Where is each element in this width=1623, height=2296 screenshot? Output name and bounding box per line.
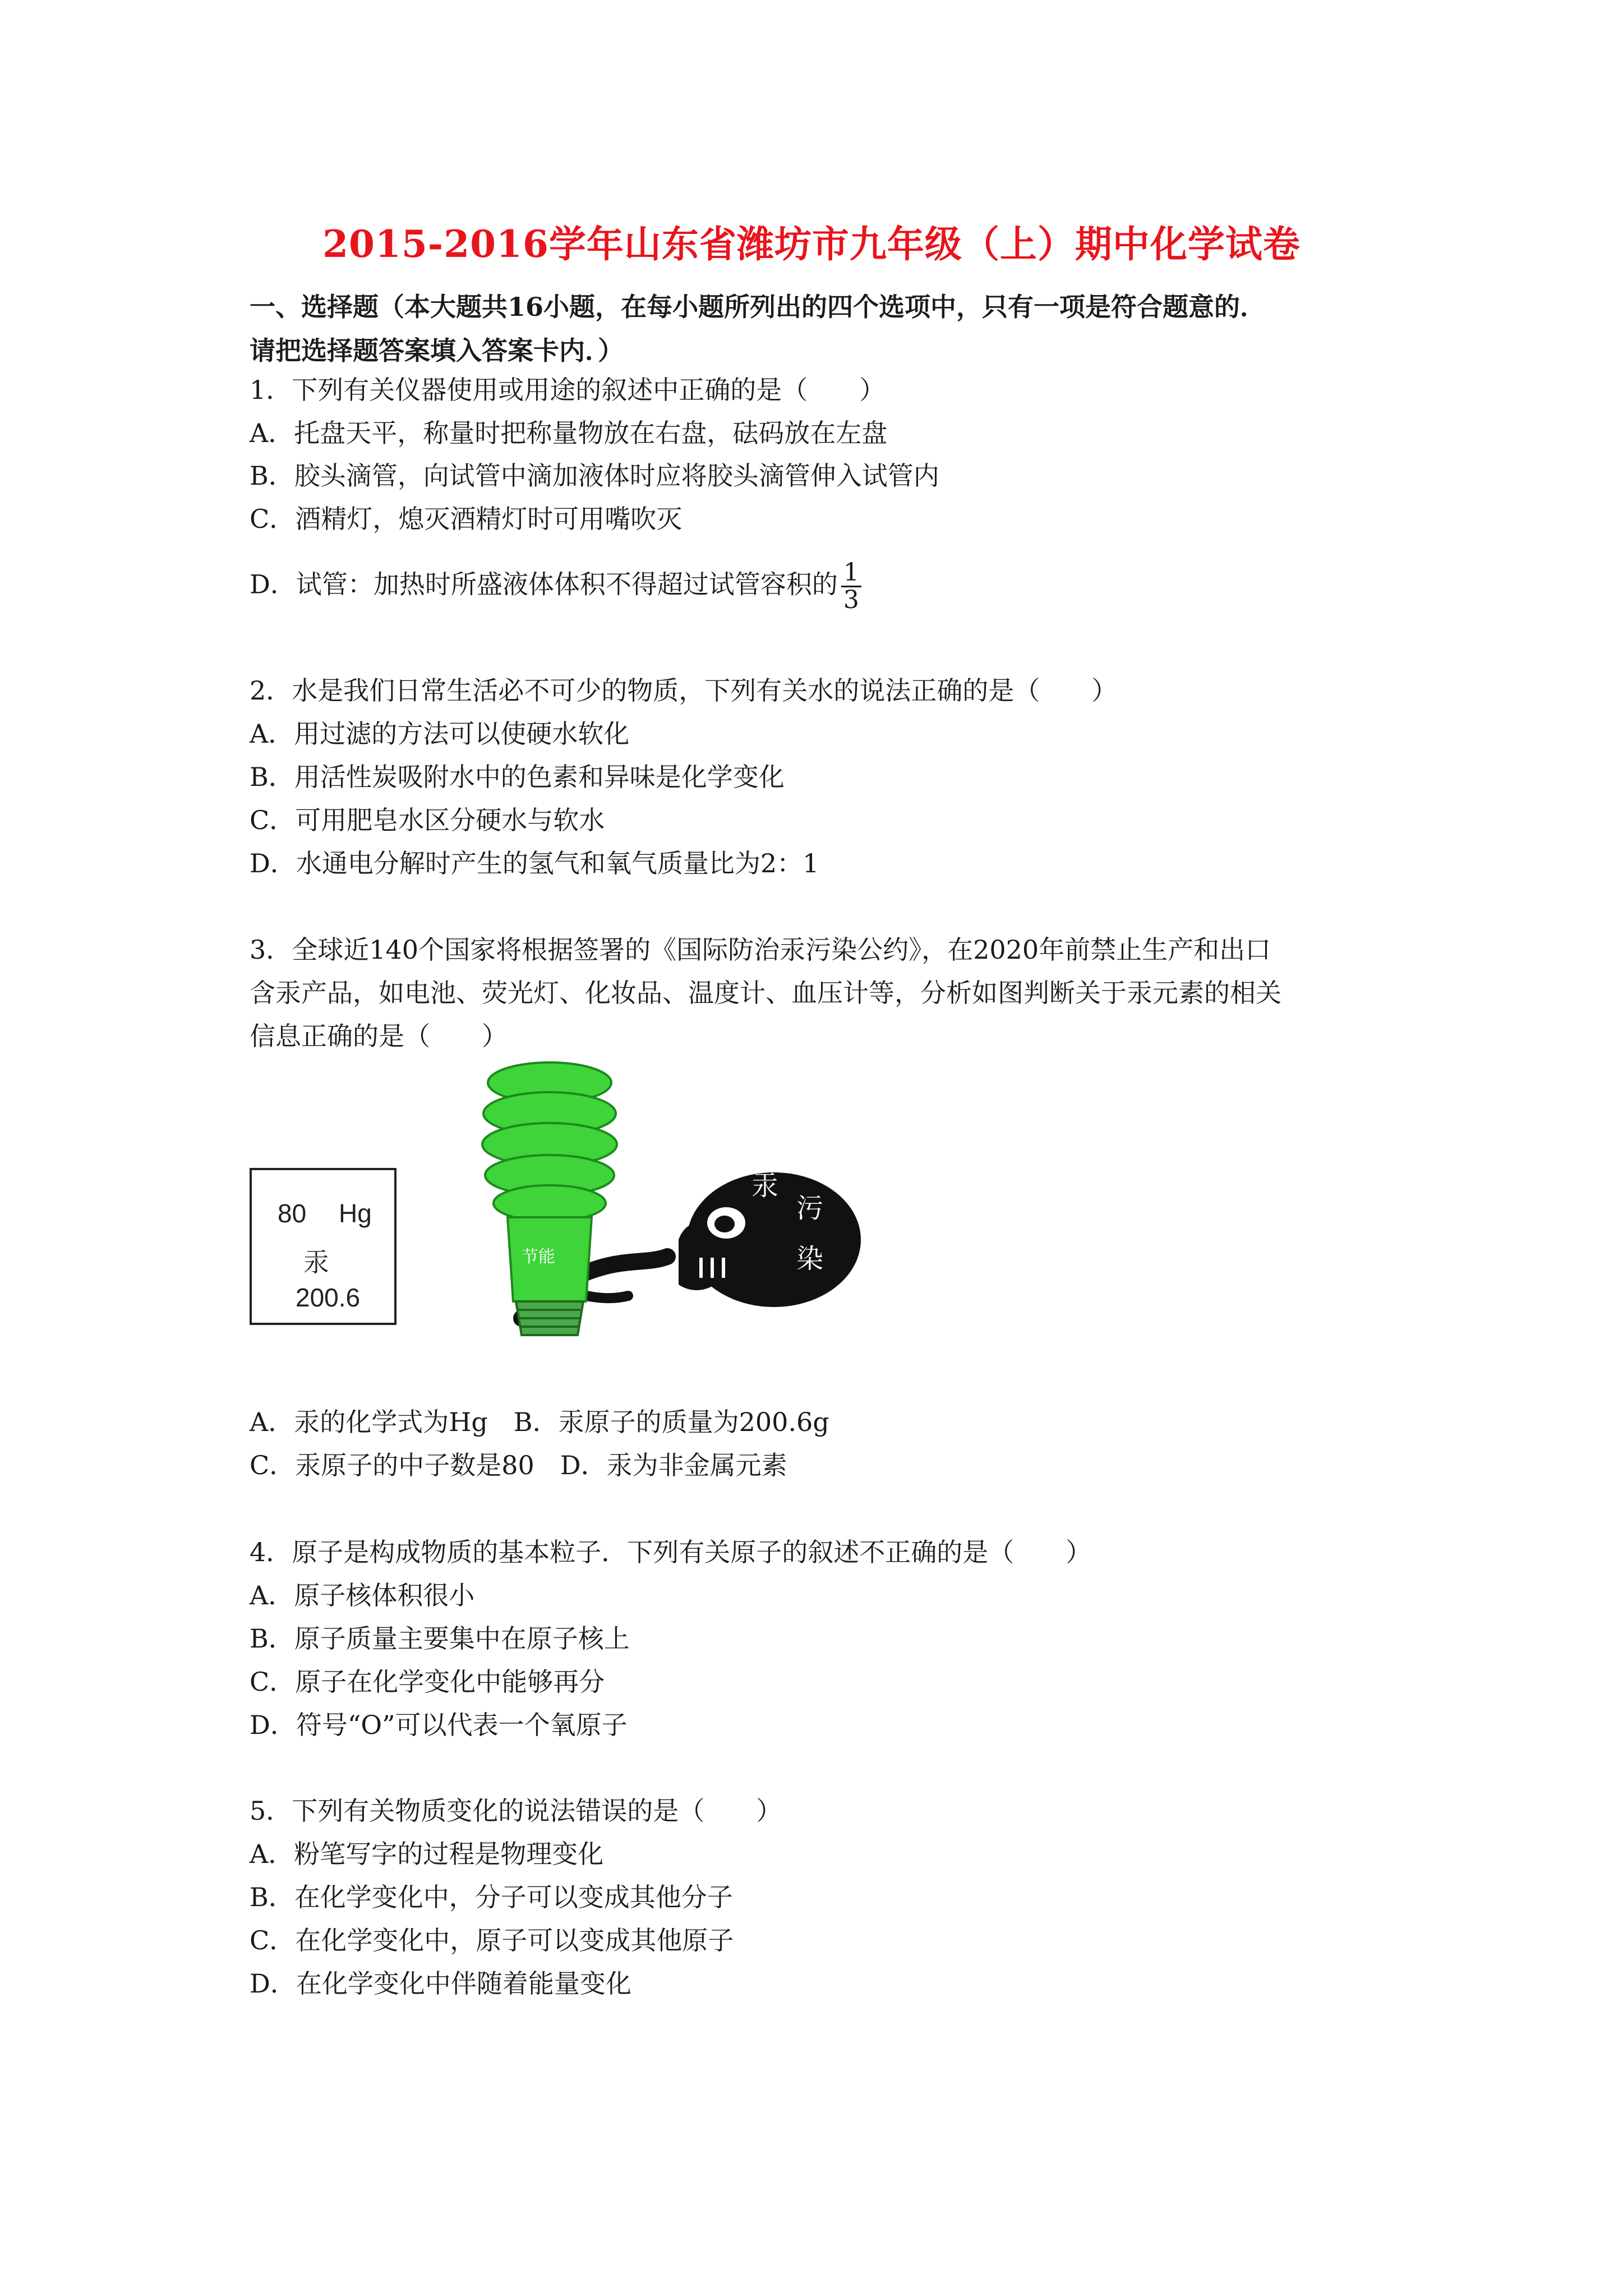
q2-option-a: A．用过滤的方法可以使硬水软化 <box>250 719 630 749</box>
q1-option-a: A．托盘天平，称量时把称量物放在右盘，砝码放在左盘 <box>250 418 888 448</box>
section-heading-line2: 请把选择题答案填入答案卡内．） <box>250 335 624 366</box>
q3-stem-line2: 含汞产品，如电池、荧光灯、化妆品、温度计、血压计等，分析如图判断关于汞元素的相关 <box>250 978 1281 1008</box>
q5-option-c: C．在化学变化中，原子可以变成其他原子 <box>250 1925 734 1955</box>
q4-option-b: B．原子质量主要集中在原子核上 <box>250 1623 630 1654</box>
skull-text-2: 污 <box>796 1193 824 1224</box>
fraction-numerator: 1 <box>841 560 861 587</box>
q2-option-d: D．水通电分解时产生的氢气和氧气质量比为2：1 <box>250 848 819 878</box>
q1-option-d <box>250 560 861 613</box>
element-symbol: Hg <box>339 1199 372 1228</box>
q2-option-b: B．用活性炭吸附水中的色素和异味是化学变化 <box>250 762 785 792</box>
q4-option-c: C．原子在化学变化中能够再分 <box>250 1667 605 1697</box>
section-heading <box>250 285 1399 372</box>
q2-stem: 2．水是我们日常生活必不可少的物质，下列有关水的说法正确的是（ ） <box>250 675 1118 706</box>
atomic-mass: 200.6 <box>296 1283 361 1312</box>
q3-options-ab: A．汞的化学式为Hg B．汞原子的质量为200.6g <box>250 1407 829 1437</box>
q3-options-cd: C．汞原子的中子数是80 D．汞为非金属元素 <box>250 1450 787 1480</box>
atomic-number: 80 <box>278 1199 307 1228</box>
q4-option-d: D．符号“O”可以代表一个氧原子 <box>250 1710 628 1740</box>
q1-stem: 1．下列有关仪器使用或用途的叙述中正确的是（ ） <box>250 375 886 405</box>
q4-option-a: A．原子核体积很小 <box>250 1580 475 1611</box>
section-heading-line1: 一、选择题（本大题共16小题，在每小题所列出的四个选项中，只有一项是符合题意的． <box>250 292 1266 322</box>
bulb-label: 节能 <box>522 1247 555 1267</box>
q3-stem-line3: 信息正确的是（ ） <box>250 1021 508 1051</box>
q1-option-d-text: D．试管：加热时所盛液体体积不得超过试管容积的 <box>250 569 838 600</box>
q1-option-c: C．酒精灯，熄灭酒精灯时可用嘴吹灭 <box>250 504 683 534</box>
q5-option-a: A．粉笔写字的过程是物理变化 <box>250 1839 604 1869</box>
q3-stem-line1: 3．全球近140个国家将根据签署的《国际防治汞污染公约》，在2020年前禁止生产和出口 <box>250 935 1271 965</box>
mercury-pollution-illustration <box>437 1055 864 1369</box>
q2-option-c: C．可用肥皂水区分硬水与软水 <box>250 805 605 835</box>
element-card-mercury <box>250 1168 396 1325</box>
q5-option-b: B．在化学变化中，分子可以变成其他分子 <box>250 1882 733 1912</box>
q5-stem: 5．下列有关物质变化的说法错误的是（ ） <box>250 1796 782 1826</box>
skull-text-1: 汞 <box>751 1170 779 1202</box>
q5-option-d: D．在化学变化中伴随着能量变化 <box>250 1968 631 1999</box>
q4-stem: 4．原子是构成物质的基本粒子．下列有关原子的叙述不正确的是（ ） <box>250 1537 1092 1567</box>
element-name: 汞 <box>303 1247 329 1277</box>
fraction <box>841 560 861 613</box>
fraction-denominator: 3 <box>843 586 859 614</box>
page-title: 2015-2016学年山东省潍坊市九年级（上）期中化学试卷 <box>322 222 1301 266</box>
q1-option-b: B．胶头滴管，向试管中滴加液体时应将胶头滴管伸入试管内 <box>250 461 939 491</box>
skull-text-3: 染 <box>796 1243 824 1274</box>
skull-icon <box>679 1170 861 1307</box>
